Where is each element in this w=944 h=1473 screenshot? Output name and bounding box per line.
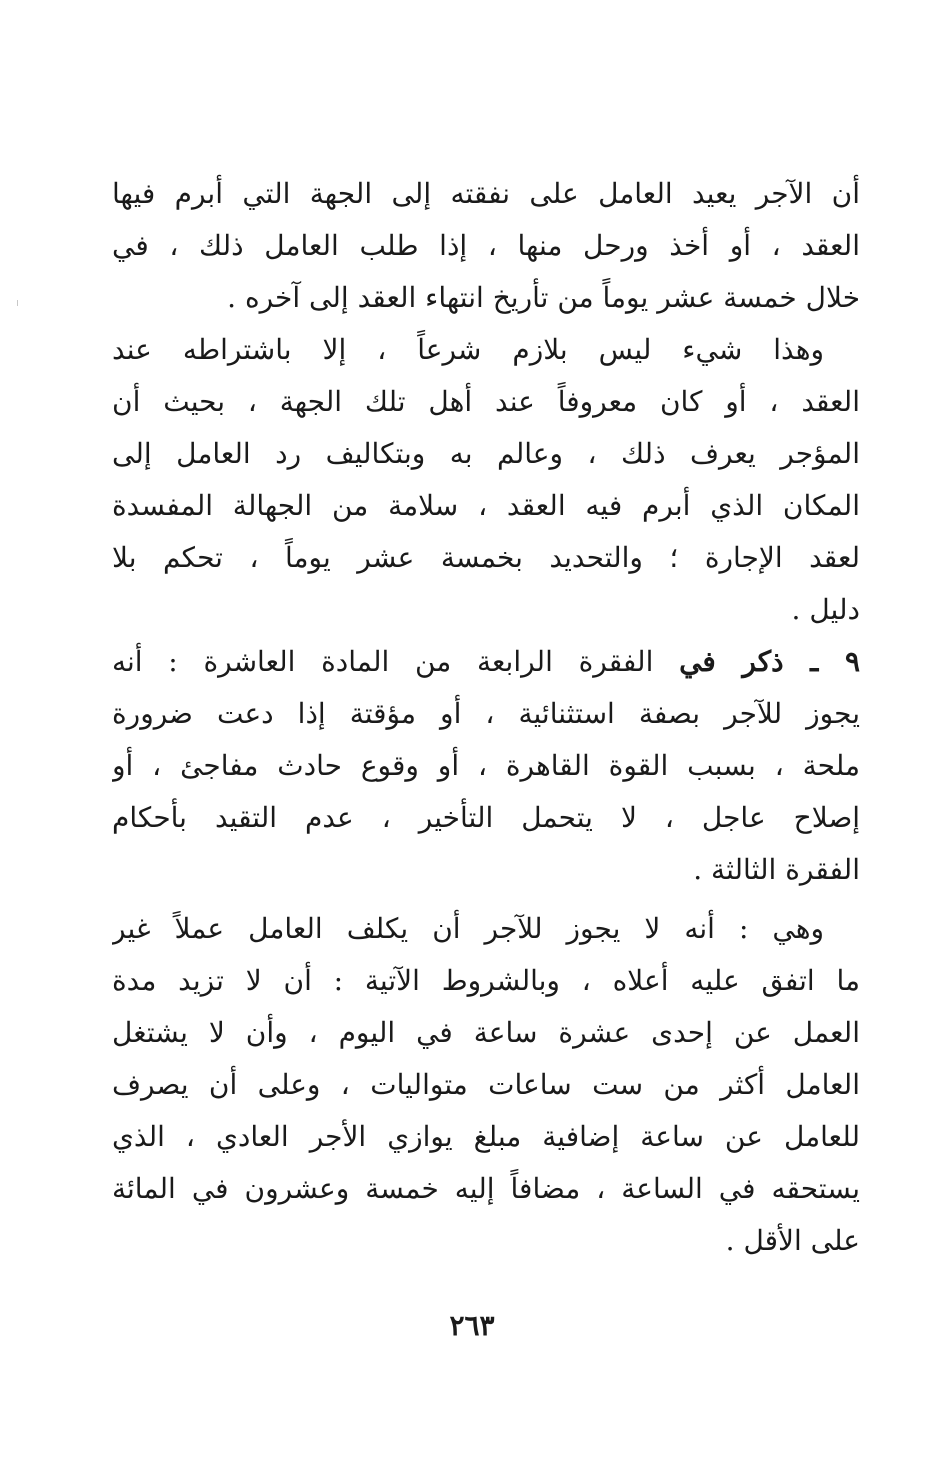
text-line: المكان الذي أبرم فيه العقد ، سلامة من الجهالة المفسدة (112, 489, 860, 522)
text-line: العمل عن إحدى عشرة ساعة في اليوم ، وأن لا يشتغل (112, 1016, 860, 1049)
text-line: العقد ، أو أخذ ورحل منها ، إذا طلب العامل ذلك ، في (112, 229, 860, 262)
text-line: ملحة ، بسبب القوة القاهرة ، أو وقوع حادث مفاجئ ، أو (112, 749, 860, 782)
paragraph-first-line: وهذا شيء ليس بلازم شرعاً ، إلا باشتراطه عند (112, 333, 824, 366)
text-line: يجوز للآجر بصفة استثنائية ، أو مؤقتة إذا دعت ضرورة (112, 697, 860, 730)
text-line: العامل أكثر من ست ساعات متواليات ، وعلى أن يصرف (112, 1068, 860, 1101)
text-line: الفقرة الثالثة . (693, 853, 860, 886)
text-line: لعقد الإجارة ؛ والتحديد بخمسة عشر يوماً ، تحكم بلا (112, 541, 860, 574)
text-line: العقد ، أو كان معروفاً عند أهل تلك الجهة ، بحيث أن (112, 385, 860, 418)
text-line: دليل . (791, 593, 860, 626)
paragraph-first-line: وهي : أنه لا يجوز للآجر أن يكلف العامل عملاً غير (112, 912, 824, 945)
item-text: الفقرة الرابعة من المادة العاشرة : أنه (112, 645, 654, 678)
item-number-lead: ٩ ـ ذكر في (679, 645, 860, 678)
text-line: خلال خمسة عشر يوماً من تأريخ انتهاء العقد إلى آخره . (227, 281, 860, 314)
text-line: ما اتفق عليه أعلاه ، وبالشروط الآتية : أن لا تزيد مدة (112, 964, 860, 997)
numbered-item-first-line (112, 637, 860, 687)
scan-artifact (17, 300, 18, 306)
text-line: المؤجر يعرف ذلك ، وعالم به وبتكاليف رد العامل إلى (112, 437, 860, 470)
text-line: أن الآجر يعيد العامل على نفقته إلى الجهة التي أبرم فيها (112, 177, 860, 210)
text-line: إصلاح عاجل ، لا يتحمل التأخير ، عدم التقيد بأحكام (112, 801, 860, 834)
text-line: يستحقه في الساعة ، مضافاً إليه خمسة وعشرون في المائة (112, 1172, 860, 1205)
text-line: على الأقل . (725, 1224, 860, 1257)
page-number: ٢٦٣ (449, 1309, 495, 1342)
text-line: للعامل عن ساعة إضافية مبلغ يوازي الأجر العادي ، الذي (112, 1120, 860, 1153)
